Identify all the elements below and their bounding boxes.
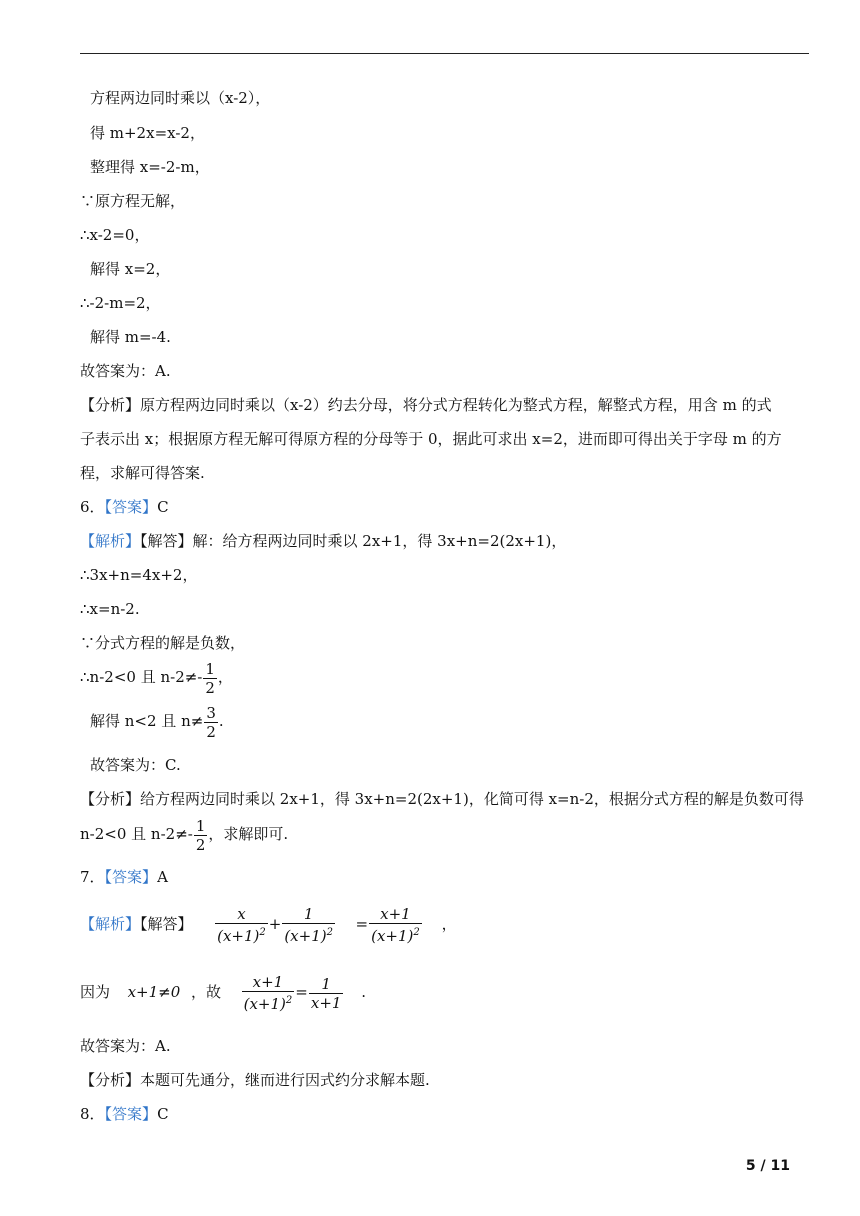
denominator: [242, 991, 295, 1013]
text-line: ∵原方程无解，: [80, 192, 186, 210]
solution-text: 【解答】解：给方程两边同时乘以 2x+1，得 3x+n=2(2x+1)，: [140, 532, 567, 550]
condition-expression: x+1≠0: [127, 983, 181, 1001]
punctuation: ，: [441, 915, 457, 933]
analysis-text: ，求解即可.: [208, 825, 289, 843]
text-line-fraction: [90, 703, 224, 741]
numerator: 1: [205, 659, 215, 678]
numerator: 1: [303, 905, 314, 923]
text-line: 故答案为：A.: [80, 1037, 171, 1055]
denominator-base: (x+1): [284, 927, 327, 945]
question-7-solution: [80, 904, 457, 945]
text-line: 得 m+2x=x-2，: [90, 124, 205, 142]
text-line: ∴x=n-2.: [80, 600, 140, 618]
answer-tag: 【答案】: [104, 1105, 158, 1123]
numerator: x+1: [252, 973, 284, 991]
fraction: [203, 660, 217, 697]
text-line: ∴3x+n=4x+2，: [80, 566, 198, 584]
text-line: ∵分式方程的解是负数，: [80, 634, 246, 652]
fraction: [204, 704, 218, 741]
denominator: [282, 923, 335, 945]
analysis-text-fraction: [80, 816, 288, 854]
plus-sign: +: [268, 915, 282, 933]
question-number: 8．: [80, 1105, 105, 1123]
question-7-answer: [80, 867, 168, 887]
denominator: x+1: [310, 993, 342, 1012]
text-line: ∴-2-m=2，: [80, 294, 161, 312]
numerator: 1: [321, 974, 331, 993]
exponent: 2: [259, 927, 266, 938]
numerator: 1: [195, 816, 206, 835]
jiexi-tag: 【解析】: [80, 532, 141, 550]
page-number: 5 / 11: [745, 1158, 790, 1174]
denominator-base: (x+1): [371, 927, 414, 945]
numerator: x: [237, 905, 246, 923]
text-line: 故答案为：A.: [80, 362, 171, 380]
result-text: 解得 n<2 且 n≠: [90, 712, 204, 730]
exponent: 2: [285, 995, 293, 1006]
punctuation: .: [361, 983, 366, 1001]
because-text: 因为: [80, 983, 111, 1001]
jieda-tag: 【解答】: [140, 915, 193, 933]
denominator-base: (x+1): [243, 995, 286, 1013]
equals-sign: =: [355, 915, 369, 933]
fraction: [242, 973, 295, 1013]
fraction: [309, 975, 344, 1012]
exponent: 2: [413, 927, 420, 938]
text-line: ∴x-2=0，: [80, 226, 150, 244]
inequality-text: n-2<0 且 n-2≠-: [80, 825, 193, 843]
answer-value: C: [157, 498, 169, 516]
text-line: 解得 x=2，: [90, 260, 171, 278]
numerator: x+1: [380, 905, 411, 923]
question-6-answer: [80, 497, 169, 517]
question-number: 6．: [80, 498, 105, 516]
text-line: 方程两边同时乘以（x-2），: [90, 89, 271, 107]
analysis-text: 【分析】给方程两边同时乘以 2x+1，得 3x+n=2(2x+1)，化简可得 x=n-2，根据分式方程的解是负数可得: [80, 790, 804, 808]
punctuation: ，: [217, 668, 233, 686]
denominator: [369, 923, 422, 945]
answer-value: C: [157, 1105, 169, 1123]
text-line-fraction: [80, 659, 233, 697]
fraction: [369, 905, 422, 945]
fraction: [215, 905, 268, 945]
question-8-answer: [80, 1104, 169, 1124]
analysis-text: 子表示出 x；根据原方程无解可得原方程的分母等于 0，据此可求出 x=2，进而即可得出关于字母 m 的方: [80, 430, 782, 448]
punctuation: .: [218, 712, 224, 730]
denominator: 2: [205, 678, 215, 697]
answer-tag: 【答案】: [104, 498, 158, 516]
equals-sign: =: [295, 983, 308, 1001]
numerator: 3: [206, 703, 216, 722]
question-number: 7．: [80, 868, 105, 886]
jiexi-tag: 【解析】: [80, 915, 141, 933]
header-rule: [80, 53, 809, 54]
text-line: 解得 m=-4.: [90, 328, 171, 346]
fraction: [282, 905, 335, 945]
analysis-text: 程，求解可得答案.: [80, 464, 205, 482]
analysis-text: 【分析】本题可先通分，继而进行因式约分求解本题.: [80, 1071, 430, 1089]
text-line: 整理得 x=-2-m，: [90, 158, 210, 176]
answer-value: A: [157, 868, 168, 886]
analysis-text: 【分析】原方程两边同时乘以（x-2）约去分母，将分式方程转化为整式方程，解整式方程，用含 m 的式: [80, 396, 772, 414]
fraction: [194, 817, 208, 854]
question-7-condition: [80, 972, 366, 1013]
denominator: 2: [195, 835, 206, 854]
answer-tag: 【答案】: [104, 868, 158, 886]
inequality-text: ∴n-2<0 且 n-2≠-: [80, 668, 203, 686]
exponent: 2: [326, 927, 333, 938]
text-line: 故答案为：C.: [90, 756, 181, 774]
denominator: 2: [206, 722, 216, 741]
question-6-solution: [80, 531, 566, 551]
denominator: [215, 923, 268, 945]
so-text: ，故: [191, 983, 222, 1001]
denominator-base: (x+1): [217, 927, 260, 945]
